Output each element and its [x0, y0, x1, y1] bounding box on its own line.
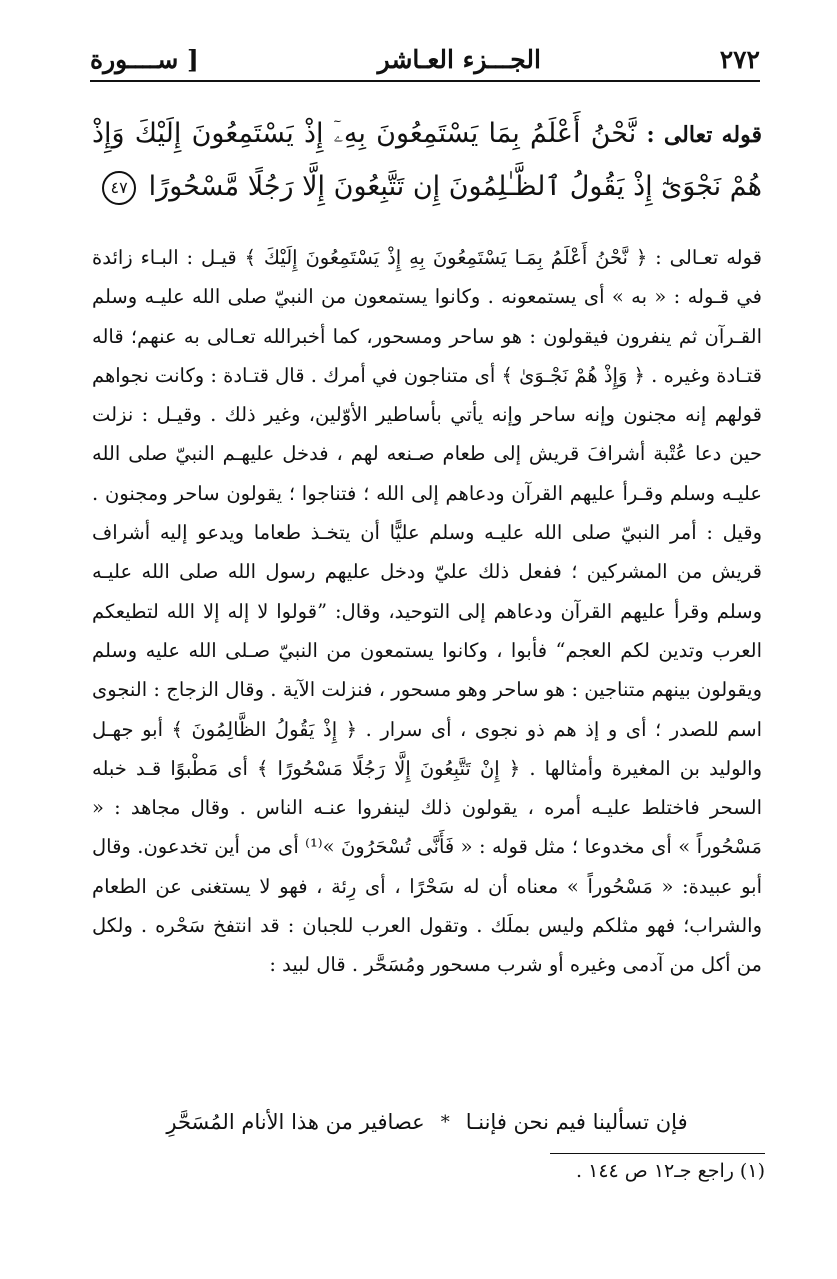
commentary-paragraph: قوله تعـالى : ﴿ نَّحْنُ أَعْلَمُ بِمَـا يَسْتَمِعُونَ بِهِ إِذْ يَسْتَمِعُونَ إِلَيْكَ ﴾ قيـل : البـاء زائدة في قـوله : « به » أى يستمعونه . وكانوا يستمعون من النبيّ صلى الله عليـه وسلم القـرآن ثم ينفرون فيقولون : هو ساحر ومسحور، كما أخبرالله تعـالى به عنهم؛ قاله قتـادة وغيره . ﴿ وَإِذْ هُمْ نَجْـوَىٰ ﴾ أى متناجون في أمرك . قال قتـادة : وكانت نجواهم قولهم إنه مجنون وإنه ساحر وإنه يأتي بأساطير الأوّلين، وغير ذلك . وقيـل : نزلت حين دعا عُتْبة أشرافَ قريش إلى طعام صـنعه لهم ، فدخل عليهـم النبيّ صلى الله عليـه وسلم وقـرأ عليهم القرآن ودعاهم إلى الله ؛ فتناجوا ؛ يقولون ساحر ومجنون . وقيل : أمر النبيّ صلى الله عليـه وسلم عليًّا أن يتخـذ طعاما ويدعو إليه أشراف قريش من المشركين ؛ ففعل ذلك عليّ ودخل عليهم رسول الله صلى الله عليـه وسلم وقرأ عليهم القرآن ودعاهم إلى التوحيد، وقال: ”قولوا لا إله إلا الله لتطيعكم العرب وتدين لكم العجم“ فأبوا ، وكانوا يستمعون من النبيّ صـلى الله عليه وسلم ويقولون بينهم متناجين : هو ساحر وهو مسحور ، فنزلت الآية . وقال الزجاج : النجوى اسم للصدر ؛ أى و إذ هم ذو نجوى ، أى سرار . ﴿ إِذْ يَقُولُ الظَّالِمُونَ ﴾ أبو جهـل والوليد بن المغيرة وأمثالها . ﴿ إِنْ تَتَّبِعُونَ إِلَّا رَجُلًا مَسْحُورًا ﴾ أى مَطْبوًا قـد خبله السحر فاختلط عليـه أمره ، يقولون ذلك لينفروا عنـه الناس . وقال مجاهد : « مَسْحُوراً » أى مخدوعا ؛ مثل قوله : « فَأَنَّى تُسْحَرُونَ »⁽¹⁾ أى من أين تخدعون. وقال أبو عبيدة: « مَسْحُوراً » معناه أن له سَحْرًا ، أى رِئة ، فهو لا يستغنى عن الطعام والشراب؛ فهو مثلكم وليس بملَك . وتقول العرب للجبان : قد انتفخ سَحْره . ولكل من أكل من آدمى وغيره أو شرب مسحور ومُسَحَّر . قال لبيد : — [92, 246, 762, 977]
verse-text: نَّحْنُ أَعْلَمُ بِمَا يَسْتَمِعُونَ بِهِۦٓ إِذْ يَسْتَمِعُونَ إِلَيْكَ وَإِذْ هُمْ نَجْوَىٰٓ إِذْ يَقُولُ ٱلظَّـٰلِمُونَ إِن تَتَّبِعُونَ إِلَّا رَجُلًا مَّسْحُورًا — [92, 118, 762, 202]
page-header — [90, 38, 760, 82]
poem-hemistich-first: فإن تسألينا فيم نحن فإننـا — [465, 1110, 688, 1134]
footnote-divider — [550, 1153, 765, 1154]
page-number: ٢٧٢ — [719, 44, 760, 74]
footnote: (١) راجع جـ١٢ ص ١٤٤ . — [576, 1160, 765, 1182]
verse-intro: قوله تعالى : — [646, 122, 762, 148]
sura-label: [ ســــورة — [90, 44, 199, 74]
commentary-text — [92, 238, 762, 985]
part-title: الجـــزء العـاشر — [377, 44, 541, 74]
poem-verse — [92, 1110, 762, 1134]
poem-separator: * — [440, 1111, 450, 1133]
verse-number-badge: ٤٧ — [102, 171, 136, 205]
quran-verse — [92, 108, 762, 213]
poem-hemistich-second: عصافير من هذا الأنام المُسَحَّرِ — [166, 1110, 425, 1134]
